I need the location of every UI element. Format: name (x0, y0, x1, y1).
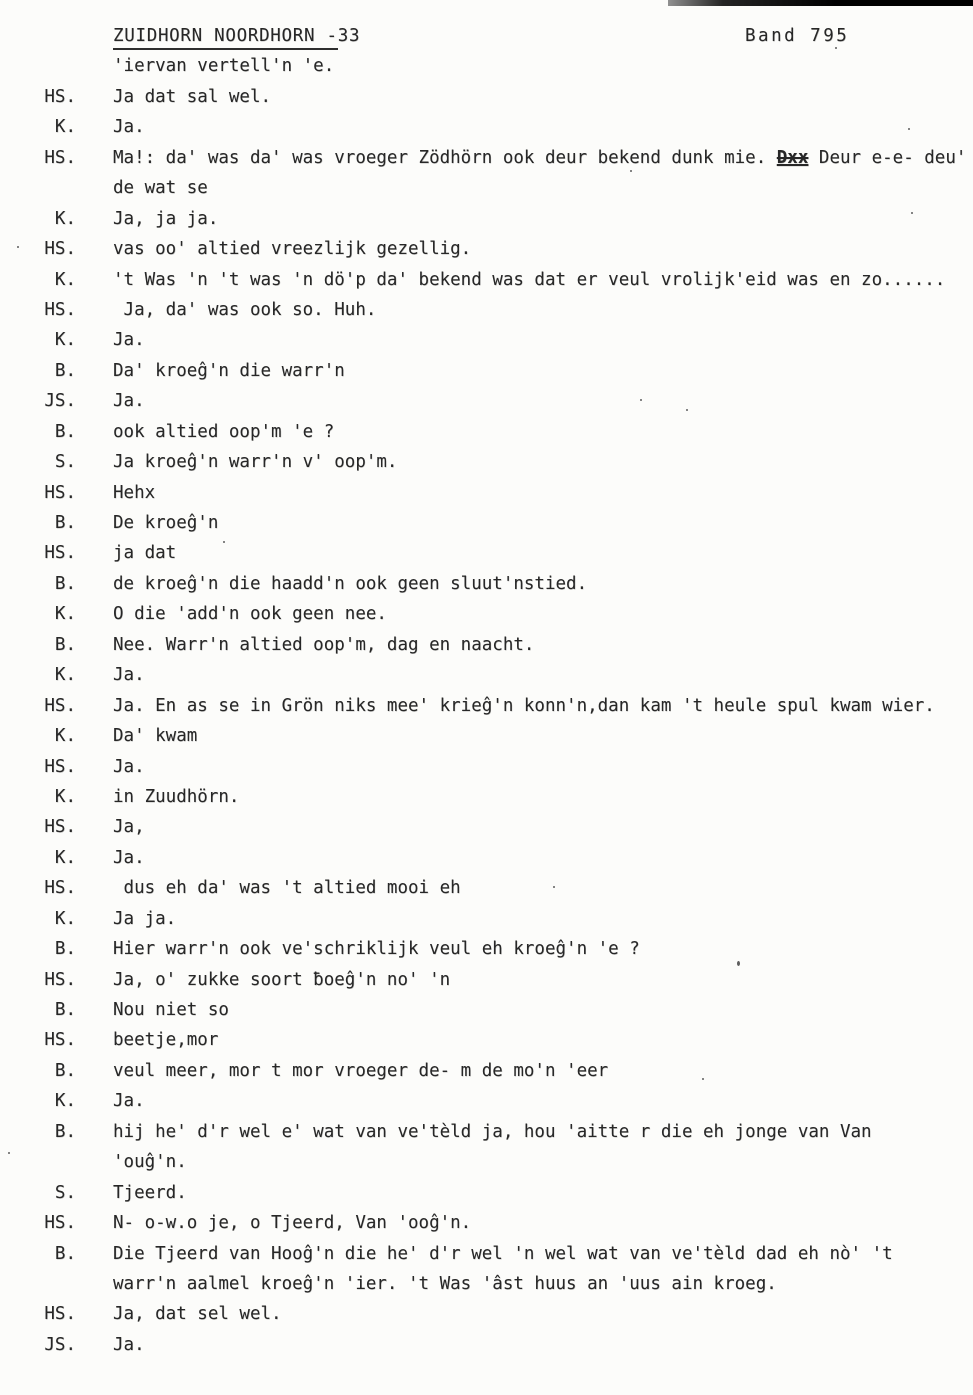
utterance-text: Da' kwam (113, 726, 198, 747)
speaker-label: B. (54, 513, 76, 533)
utterance-text: Tjeerd. (113, 1182, 187, 1203)
utterance-text: Ja ja. (113, 908, 177, 929)
utterance-text: Da' kroeĝ'n die warr'n (113, 360, 345, 381)
speaker-label: B. (54, 1060, 76, 1081)
utterance-text: hij he' d'r wel e' wat van ve'tèld ja, hou 'aitte r die eh jonge van Van (113, 1121, 872, 1142)
speaker-label: B. (54, 939, 76, 960)
utterance-text: de wat se (113, 178, 208, 199)
speaker-label: K. (54, 847, 76, 868)
speaker-label (0, 173, 76, 203)
speaker-label: K. (54, 208, 76, 229)
transcript-line (0, 691, 973, 721)
scan-speck (702, 1078, 704, 1080)
transcript-line (0, 1025, 973, 1055)
speaker-label: B. (54, 1121, 76, 1142)
scan-edge-artifact (668, 0, 973, 6)
transcript-line (0, 599, 973, 629)
utterance-text: 'iervan vertell'n 'e. (113, 56, 335, 77)
transcript-line (0, 934, 973, 964)
transcript-line (0, 1330, 973, 1360)
band-number: Band 795 (745, 26, 850, 46)
speaker-label: HS. (44, 1213, 76, 1234)
speaker-label: K. (54, 908, 76, 929)
transcript-line (0, 1299, 973, 1329)
utterance-text: Ja, ja ja. (113, 208, 219, 229)
transcript-line (0, 508, 973, 538)
utterance-text: Hier warr'n ook ve'schriklijk veul eh kroeĝ'n 'e ? (113, 939, 640, 960)
utterance-text: N- o-w.o je, o Tjeerd, Van 'ooĝ'n. (113, 1213, 472, 1234)
page-title (113, 21, 360, 51)
transcript-line (0, 204, 973, 234)
utterance-text: ook altied oop'm 'e ? (113, 421, 335, 442)
speaker-label: HS. (44, 878, 76, 899)
utterance-text: de kroeĝ'n die haadd'n ook geen sluut'nstied. (113, 573, 588, 594)
speaker-label: S. (54, 452, 76, 473)
transcript-line (0, 965, 973, 995)
scan-speck (911, 212, 913, 214)
speaker-label: HS. (44, 1030, 76, 1051)
speaker-label: HS. (44, 756, 76, 777)
transcript-line (0, 812, 973, 842)
speaker-label: B. (54, 634, 76, 655)
transcript-line (0, 417, 973, 447)
scan-speck (686, 409, 688, 411)
transcript-line (0, 234, 973, 264)
utterance-text: veul meer, mor t mor vroeger de- m de mo'n 'eer (113, 1060, 609, 1081)
utterance-text: Nee. Warr'n altied oop'm, dag en naacht. (113, 634, 535, 655)
page-title-underlined: ZUIDHORN NOORDHORN - (113, 26, 338, 50)
utterance-text: Ja. (113, 391, 145, 412)
scan-speck (737, 961, 740, 966)
transcript-line (0, 1178, 973, 1208)
speaker-label: HS. (44, 543, 76, 564)
speaker-label: K. (54, 117, 76, 138)
speaker-label: K. (54, 604, 76, 625)
document-header (0, 21, 973, 51)
transcript-line (0, 356, 973, 386)
utterance-text: ja dat (113, 543, 177, 564)
speaker-label: HS. (44, 482, 76, 503)
speaker-label: K. (54, 786, 76, 807)
transcript-line (0, 630, 973, 660)
transcript-line (0, 721, 973, 751)
speaker-label: HS. (44, 299, 76, 320)
speaker-label: HS. (44, 817, 76, 838)
utterance-text: Ja. (113, 1334, 145, 1355)
transcript-line (0, 752, 973, 782)
page-title-number: 33 (337, 26, 361, 46)
speaker-label: HS. (44, 239, 76, 260)
transcript-continuation-line (0, 1147, 973, 1177)
scan-speck (223, 541, 225, 543)
header-label-spacer (0, 21, 76, 51)
utterance-text: Ja. (113, 756, 145, 777)
utterance-text: dus eh da' was 't altied mooi eh (113, 878, 461, 899)
speaker-label: B. (54, 1000, 76, 1020)
speaker-label: K. (54, 726, 76, 747)
transcript-line (0, 112, 973, 142)
speaker-label: B. (54, 573, 76, 594)
utterance-text: Ja, (113, 817, 145, 838)
transcript-continuation-line (0, 1269, 973, 1299)
transcript-line (0, 995, 973, 1025)
transcript-line (0, 904, 973, 934)
utterance-text: in Zuudhörn. (113, 786, 240, 807)
scan-speck (8, 1152, 10, 1154)
transcript-line (0, 1056, 973, 1086)
struck-out-word: Dxx (776, 147, 809, 168)
utterance-text: Ja. En as se in Grön niks mee' krieĝ'n konn'n,dan kam 't heule spul kwam wier. (113, 695, 935, 716)
scan-speck (640, 399, 642, 401)
transcript-line (0, 1086, 973, 1116)
scan-speck (908, 128, 910, 130)
transcript-line (0, 478, 973, 508)
speaker-label (0, 51, 76, 81)
scan-speck (17, 246, 19, 248)
text-segment: Ma!: da' was da' was vroeger Zödhörn ook deur bekend dunk mie. (113, 147, 777, 168)
utterance-text: Ja. (113, 665, 145, 686)
speaker-label (0, 1269, 76, 1299)
utterance-text: Ja dat sal wel. (113, 86, 272, 107)
transcript-line (0, 447, 973, 477)
transcript-line (0, 873, 973, 903)
transcript-line (0, 82, 973, 112)
transcript-line (0, 325, 973, 355)
utterance-text: beetje,mor (113, 1030, 219, 1051)
text-segment: Deur e-e- deu' (808, 147, 967, 168)
utterance-text: Ja, da' was ook so. Huh. (113, 299, 377, 320)
speaker-label: JS. (44, 391, 76, 412)
utterance-text: De kroeĝ'n (113, 513, 219, 533)
scan-speck (553, 886, 555, 888)
speaker-label: K. (54, 269, 76, 290)
utterance-text: 'ouĝ'n. (113, 1152, 187, 1173)
speaker-label: S. (54, 1182, 76, 1203)
transcript-line (0, 143, 973, 173)
transcript-line (0, 1208, 973, 1238)
speaker-label: K. (54, 665, 76, 686)
speaker-label: B. (54, 1243, 76, 1264)
transcript-continuation-line (0, 51, 973, 81)
transcript-line (0, 265, 973, 295)
utterance-text: Ja. (113, 1091, 145, 1112)
transcript-body (0, 21, 973, 1360)
utterance-text: Ja, o' zukke soort ƀoeĝ'n no' 'n (113, 969, 451, 990)
speaker-label: JS. (44, 1334, 76, 1355)
utterance-text: vas oo' altied vreezlijk gezellig. (113, 239, 472, 260)
speaker-label: HS. (44, 86, 76, 107)
speaker-label: B. (54, 360, 76, 381)
speaker-label: HS. (44, 969, 76, 990)
transcript-line (0, 843, 973, 873)
transcript-line (0, 295, 973, 325)
speaker-label: K. (54, 1091, 76, 1112)
transcript-line (0, 782, 973, 812)
speaker-label: B. (54, 421, 76, 442)
transcript-line (0, 538, 973, 568)
speaker-label (0, 1147, 76, 1177)
utterance-text: warr'n aalmel kroeĝ'n 'ier. 't Was 'âst huus an 'uus ain kroeg. (113, 1273, 777, 1294)
scan-speck (630, 170, 632, 172)
transcript-rows (0, 51, 973, 1360)
transcript-line (0, 386, 973, 416)
transcript-line (0, 1117, 973, 1147)
speaker-label: HS. (44, 147, 76, 168)
speaker-label: HS. (44, 1304, 76, 1325)
utterance-text: Ja, dat sel wel. (113, 1304, 282, 1325)
utterance-text (113, 143, 966, 173)
transcript-line (0, 660, 973, 690)
utterance-text: Die Tjeerd van Hooĝ'n die he' d'r wel 'n wel wat van ve'tèld dad eh nò' 't (113, 1243, 893, 1264)
transcript-line (0, 569, 973, 599)
utterance-text: Hehx (113, 482, 156, 503)
speaker-label: K. (54, 330, 76, 351)
transcript-continuation-line (0, 173, 973, 203)
utterance-text: Ja. (113, 330, 145, 351)
utterance-text: Nou niet so (113, 1000, 229, 1020)
utterance-text: Ja. (113, 117, 145, 138)
utterance-text: Ja. (113, 847, 145, 868)
utterance-text: O die 'add'n ook geen nee. (113, 604, 387, 625)
utterance-text: Ja kroeĝ'n warr'n v' oop'm. (113, 452, 398, 473)
transcript-line (0, 1239, 973, 1269)
utterance-text: 't Was 'n 't was 'n dö'p da' bekend was dat er veul vrolijk'eid was en zo...... (113, 269, 946, 290)
speaker-label: HS. (44, 695, 76, 716)
scan-speck (835, 47, 837, 49)
